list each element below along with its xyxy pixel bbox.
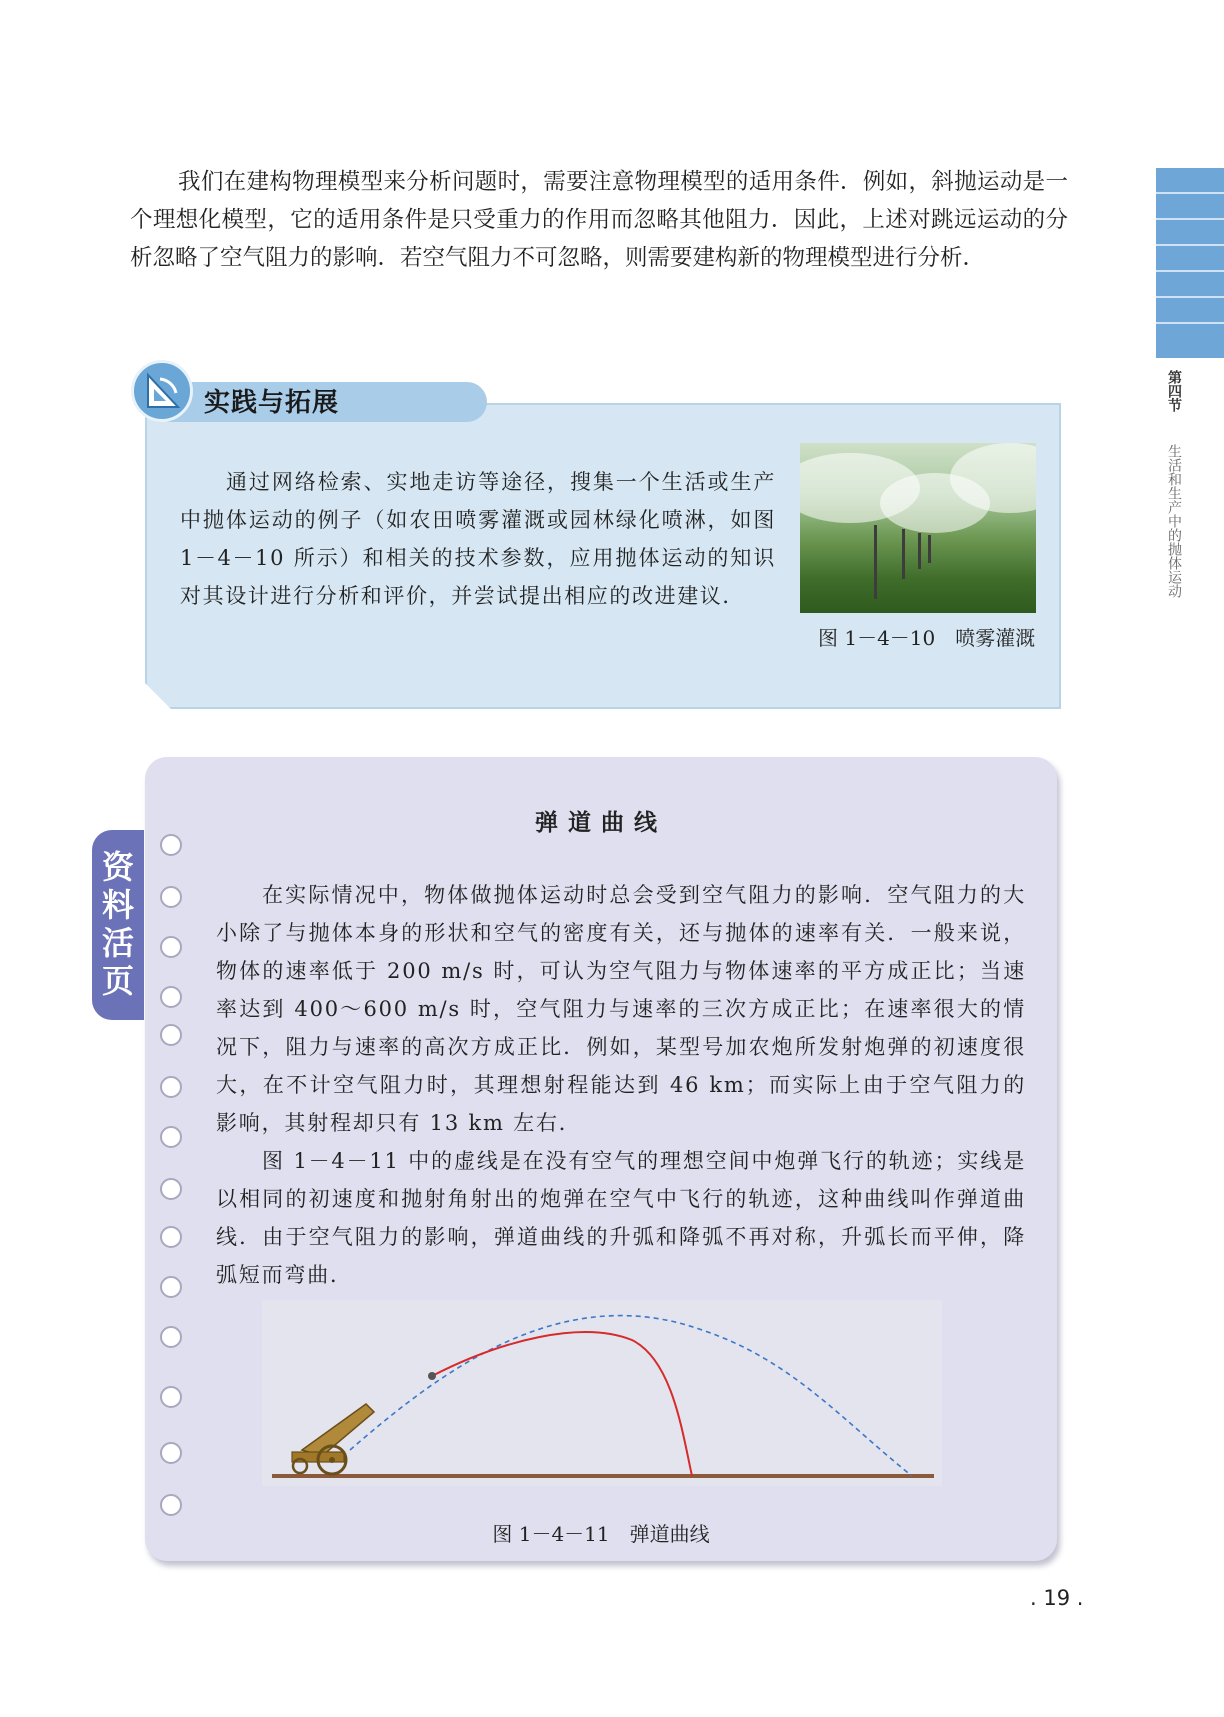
shell-ball <box>428 1372 436 1380</box>
chapter-side-tab <box>1156 168 1224 358</box>
binder-ring <box>160 886 182 908</box>
ballistic-figure-caption: 图 1－4－11 弹道曲线 <box>492 1522 710 1546</box>
practice-text: 通过网络检索、实地走访等途径，搜集一个生活或生产中抛体运动的例子（如农田喷雾灌溉或园林绿化喷淋，如图 1－4－10 所示）和相关的技术参数，应用抛体运动的知识对其设计进行分析和评价，并尝试提出相应的改进建议． <box>180 470 776 608</box>
intro-paragraph: 我们在建构物理模型来分析问题时，需要注意物理模型的适用条件．例如，斜抛运动是一个理想化模型，它的适用条件是只受重力的作用而忽略其他阻力．因此，上述对跳远运动的分析忽略了空气阻力的影响．若空气阻力不可忽略，则需要建构新的物理模型进行分析． <box>130 169 1068 271</box>
ballistic-diagram <box>262 1300 942 1486</box>
photo-caption: 图 1－4－10 喷雾灌溉 <box>818 626 1036 650</box>
binder-ring <box>160 986 182 1008</box>
side-section-title: 生活和生产中的抛体运动 <box>1166 444 1182 599</box>
binder-ring <box>160 1326 182 1348</box>
irrigation-photo <box>800 443 1036 613</box>
cannon-icon <box>292 1404 374 1474</box>
binder-ring <box>160 1126 182 1148</box>
data-paragraph: 图 1－4－11 中的虚线是在没有空气的理想空间中炮弹飞行的轨迹；实线是以相同的初速度和抛射角射出的炮弹在空气中飞行的轨迹，这种曲线叫作弹道曲线．由于空气阻力的影响，弹道曲线的升弧和降弧不再对称，升弧长而平伸，降弧短而弯曲． <box>216 1149 1026 1287</box>
binder-ring <box>160 1024 182 1046</box>
binder-ring <box>160 1226 182 1248</box>
ballistic-trajectory <box>432 1332 692 1476</box>
ballistic-figure <box>262 1300 942 1486</box>
binder-ring <box>160 1494 182 1516</box>
binder-ring <box>160 1178 182 1200</box>
data-page-tab-label: 资料活页 <box>101 848 134 1000</box>
set-square-icon <box>131 360 193 422</box>
data-page-body <box>216 876 1026 1294</box>
side-running-head <box>1160 370 1184 598</box>
data-paragraph: 在实际情况中，物体做抛体运动时总会受到空气阻力的影响．空气阻力的大小除了与抛体本身的形状和空气的密度有关，还与抛体的速率有关．一般来说，物体的速率低于 200 m/s 时，可认为空气阻力与物体速率的平方成正比；当速率达到 400～600 m/s 时，空气阻力与速率的三次方成正比；在速率很大的情况下，阻力与速率的高次方成正比．例如，某型号加农炮所发射炮弹的初速度很大，在不计空气阻力时，其理想射程能达到 46 km；而实际上由于空气阻力的影响，其射程却只有 13 km 左右． <box>216 883 1026 1135</box>
binder-ring <box>160 834 182 856</box>
data-page-title: 弹道曲线 <box>535 810 667 836</box>
binder-ring <box>160 1386 182 1408</box>
binder-ring <box>160 1276 182 1298</box>
binder-ring <box>160 1076 182 1098</box>
binder-ring <box>160 936 182 958</box>
side-section-label: 第四节 <box>1166 370 1182 412</box>
binder-ring <box>160 1442 182 1464</box>
page-number: . 19 . <box>1030 1586 1084 1610</box>
practice-title: 实践与拓展 <box>204 388 340 418</box>
